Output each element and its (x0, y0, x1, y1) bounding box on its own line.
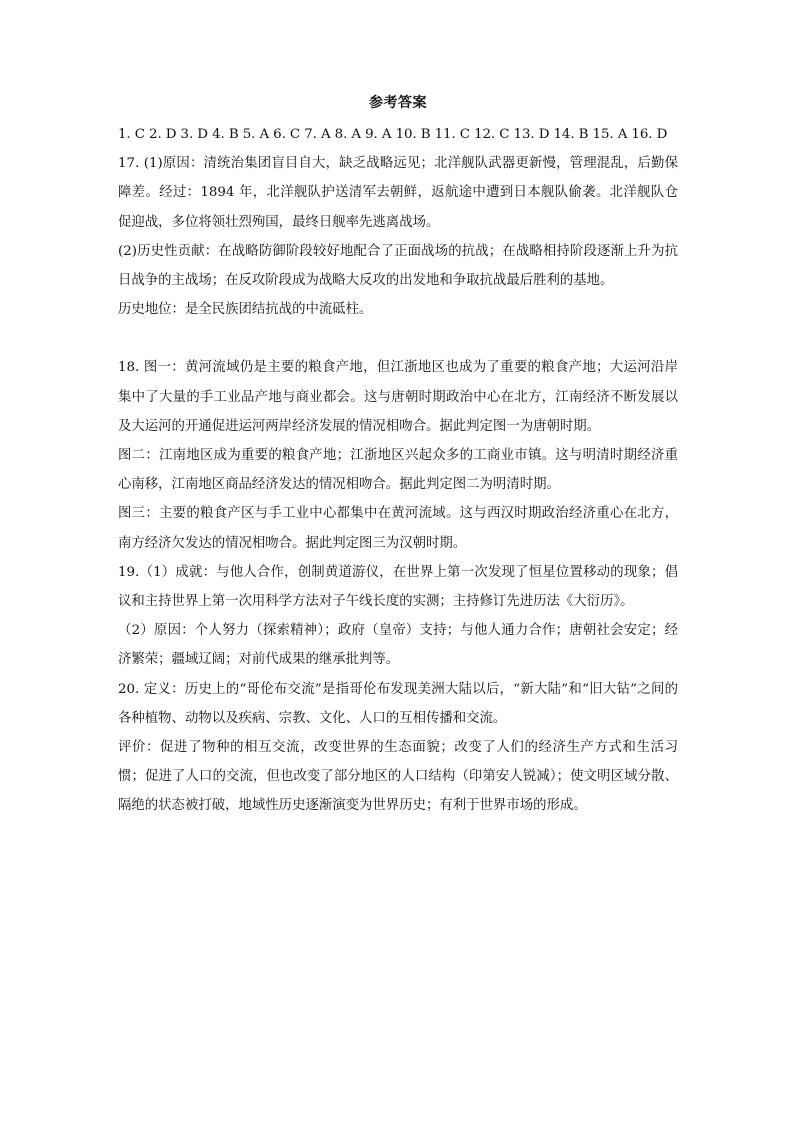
page-title: 参考答案 (369, 95, 427, 111)
q17-part2: (2)历史性贡献：在战略防御阶段较好地配合了正面战场的抗战；在战略相持阶段逐渐上升为抗日战争的主战场；在反攻阶段成为战略大反攻的出发地和争取抗战最后胜利的基地。 (118, 243, 678, 289)
q17-part1: 17. (1)原因：清统治集团盲目自大，缺乏战略远见；北洋舰队武器更新慢，管理混乱，后勤保障差。经过：1894 年，北洋舰队护送清军去朝鲜，返航途中遭到日本舰队偷袭。北洋舰队仓促迎战，多位将领壮烈殉国，最终日舰率先逃离战场。 (118, 156, 678, 230)
q18-figure3: 图三：主要的粮食产区与手工业中心都集中在黄河流域。这与西汉时期政治经济重心在北方，南方经济欠发达的情况相吻合。据此判定图三为汉朝时期。 (118, 506, 678, 551)
section-spacer (118, 324, 678, 353)
q19-part2: （2）原因：个人努力（探索精神）；政府（皇帝）支持；与他人通力合作；唐朝社会安定；经济繁荣；疆域辽阔；对前代成果的继承批判等。 (118, 623, 678, 668)
q18-figure1: 18. 图一：黄河流域仍是主要的粮食产地，但江浙地区也成为了重要的粮食产地；大运河沿岸集中了大量的手工业品产地与商业都会。这与唐朝时期政治中心在北方，江南经济不断发展以及大运河的开通促进运河两岸经济发展的情况相吻合。据此判定图一为唐朝时期。 (118, 360, 678, 434)
q20-evaluation: 评价：促进了物种的相互交流，改变世界的生态面貌；改变了人们的经济生产方式和生活习惯；促进了人口的交流，但也改变了部分地区的人口结构（印第安人锐减）；使文明区域分散、隔绝的状态被打破，地域性历史逐渐演变为世界历史；有利于世界市场的形成。 (118, 740, 678, 814)
choice-answers: 1. C 2. D 3. D 4. B 5. A 6. C 7. A 8. A 9. A 10. B 11. C 12. C 13. D 14. B 15. A 16. D (118, 127, 668, 142)
answer-sheet (118, 92, 678, 821)
q18-figure2: 图二：江南地区成为重要的粮食产地；江浙地区兴起众多的工商业市镇。这与明清时期经济重心南移，江南地区商品经济发达的情况相吻合。据此判定图二为明清时期。 (118, 448, 678, 493)
q20-definition: 20. 定义：历史上的“哥伦布交流”是指哥伦布发现美洲大陆以后，“新大陆”和“旧大钻”之间的各种植物、动物以及疾病、宗教、文化、人口的互相传播和交流。 (118, 681, 678, 726)
q17-part3: 历史地位：是全民族团结抗战的中流砥柱。 (118, 302, 373, 318)
q19-part1: 19.（1）成就：与他人合作，创制黄道游仪，在世界上第一次发现了恒星位置移动的现象；倡议和主持世界上第一次用科学方法对子午线长度的实测；主持修订先进历法《大衍历》。 (118, 564, 678, 610)
